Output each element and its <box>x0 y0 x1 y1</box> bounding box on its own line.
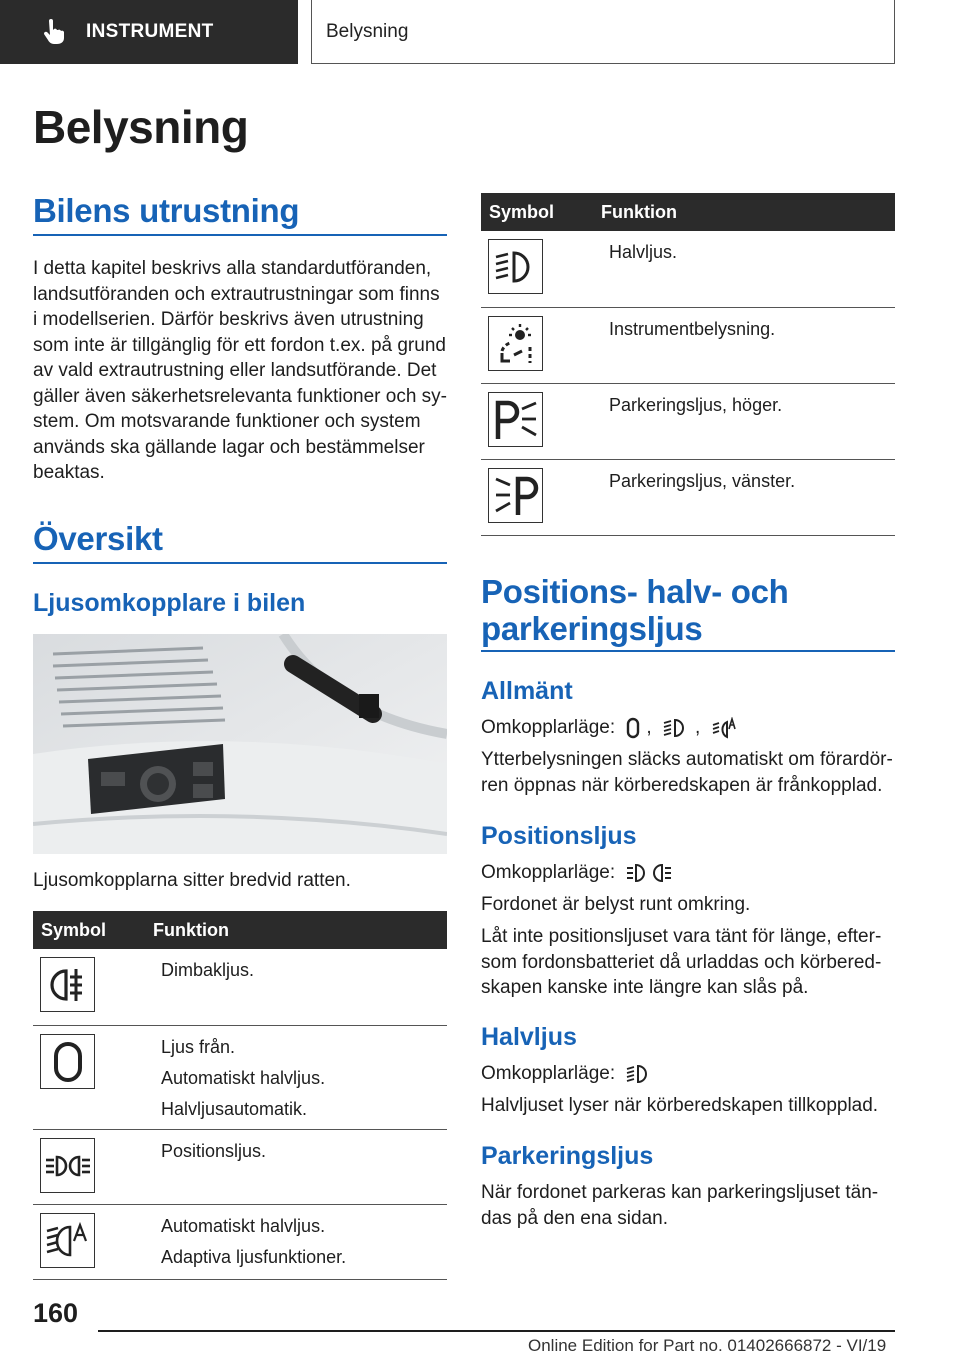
photo-caption: Ljusomkopplarna sitter bredvid ratten. <box>33 870 351 891</box>
heading-parking-lights: Parkeringsljus <box>481 1142 654 1170</box>
table-row: Ljus från. Automatiskt halvljus. Halvljusautomatik. <box>33 1026 447 1130</box>
low-beam-icon <box>663 717 689 739</box>
parking-light-right-icon <box>488 392 543 447</box>
general-paragraph: Ytterbelysningen släcks automatiskt om förardör- ren öppnas när körberedskapen är frånkopplad. <box>481 749 893 796</box>
table-row: Positionsljus. <box>33 1130 447 1205</box>
hand-pointer-icon <box>40 18 68 46</box>
edition-note: Online Edition for Part no. 01402666872 - VI/19 <box>528 1336 887 1355</box>
table-row: Dimbakljus. <box>33 949 447 1026</box>
col-symbol: Symbol <box>41 919 107 940</box>
symbol-table-left <box>33 911 447 1280</box>
col-function: Funktion <box>601 201 677 222</box>
col-symbol: Symbol <box>489 201 555 222</box>
position-line1: Fordonet är belyst runt omkring. <box>481 894 751 915</box>
section-tab-label: INSTRUMENT <box>86 21 214 42</box>
symbol-table-right <box>481 193 895 536</box>
position-lights-icon <box>626 862 672 884</box>
general-switch-positions: Omkopplarläge: , , <box>481 715 901 741</box>
table-header <box>33 911 447 949</box>
equipment-paragraph: I detta kapitel beskrivs alla standardutföranden, landsutföranden och extrautrustningar som finns i modellserien. Därför beskrivs även utrustning som inte är tillgänglig för ett fordon t.ex. på grund av vald extrautrustning eller landsutförande. Det gäller även säkerhetsrelevanta funktioner och sy- stem. Om motsvarande funktioner och system används ska gällande lagar och bestämmelser beaktas. <box>33 258 448 483</box>
heading-position-section: Positions- halv- och parkeringsljus <box>481 573 789 647</box>
table-header <box>481 193 895 231</box>
table-row: Halvljus. <box>481 231 895 308</box>
col-function: Funktion <box>153 919 229 940</box>
heading-position-lights: Positionsljus <box>481 822 637 850</box>
position-paragraph: Låt inte positionsljuset vara tänt för länge, efter- som fordonsbatteriet då urladdas och körbered- skapen kanske inte längre kan slås på. <box>481 926 882 998</box>
instrument-lighting-icon <box>488 316 543 371</box>
lowbeam-line1: Halvljuset lyser när körberedskapen tillkopplad. <box>481 1095 879 1116</box>
heading-low-beam: Halvljus <box>481 1023 577 1051</box>
table-row: Automatiskt halvljus. Adaptiva ljusfunktioner. <box>33 1205 447 1280</box>
heading-rule <box>33 562 447 564</box>
heading-rule <box>481 650 895 652</box>
lowbeam-switch-position: Omkopplarläge: <box>481 1061 901 1087</box>
low-beam-icon <box>626 1063 652 1085</box>
light-off-zero-icon <box>626 717 640 739</box>
heading-overview: Översikt <box>33 520 163 557</box>
heading-general: Allmänt <box>481 677 573 705</box>
table-row: Instrumentbelysning. <box>481 308 895 384</box>
heading-light-switch: Ljusomkopplare i bilen <box>33 589 306 617</box>
light-off-zero-icon <box>40 1034 95 1089</box>
position-switch-position: Omkopplarläge: <box>481 860 901 886</box>
automatic-headlight-icon <box>712 717 738 739</box>
automatic-headlight-icon <box>40 1213 95 1268</box>
footer-rule <box>98 1330 895 1332</box>
subsection-header: Belysning <box>311 0 895 64</box>
table-row: Parkeringsljus, vänster. <box>481 460 895 536</box>
page-title: Belysning <box>33 101 249 153</box>
section-tab <box>0 0 298 64</box>
rear-fog-light-icon <box>40 957 95 1012</box>
low-beam-icon <box>488 239 543 294</box>
heading-equipment: Bilens utrustning <box>33 192 300 229</box>
light-switch-photo <box>33 634 447 854</box>
page-number: 160 <box>33 1298 79 1328</box>
table-row: Parkeringsljus, höger. <box>481 384 895 460</box>
parking-paragraph: När fordonet parkeras kan parkeringsljuset tän- das på den ena sidan. <box>481 1182 879 1229</box>
parking-light-left-icon <box>488 468 543 523</box>
position-lights-icon <box>40 1138 95 1193</box>
heading-rule <box>33 234 447 236</box>
